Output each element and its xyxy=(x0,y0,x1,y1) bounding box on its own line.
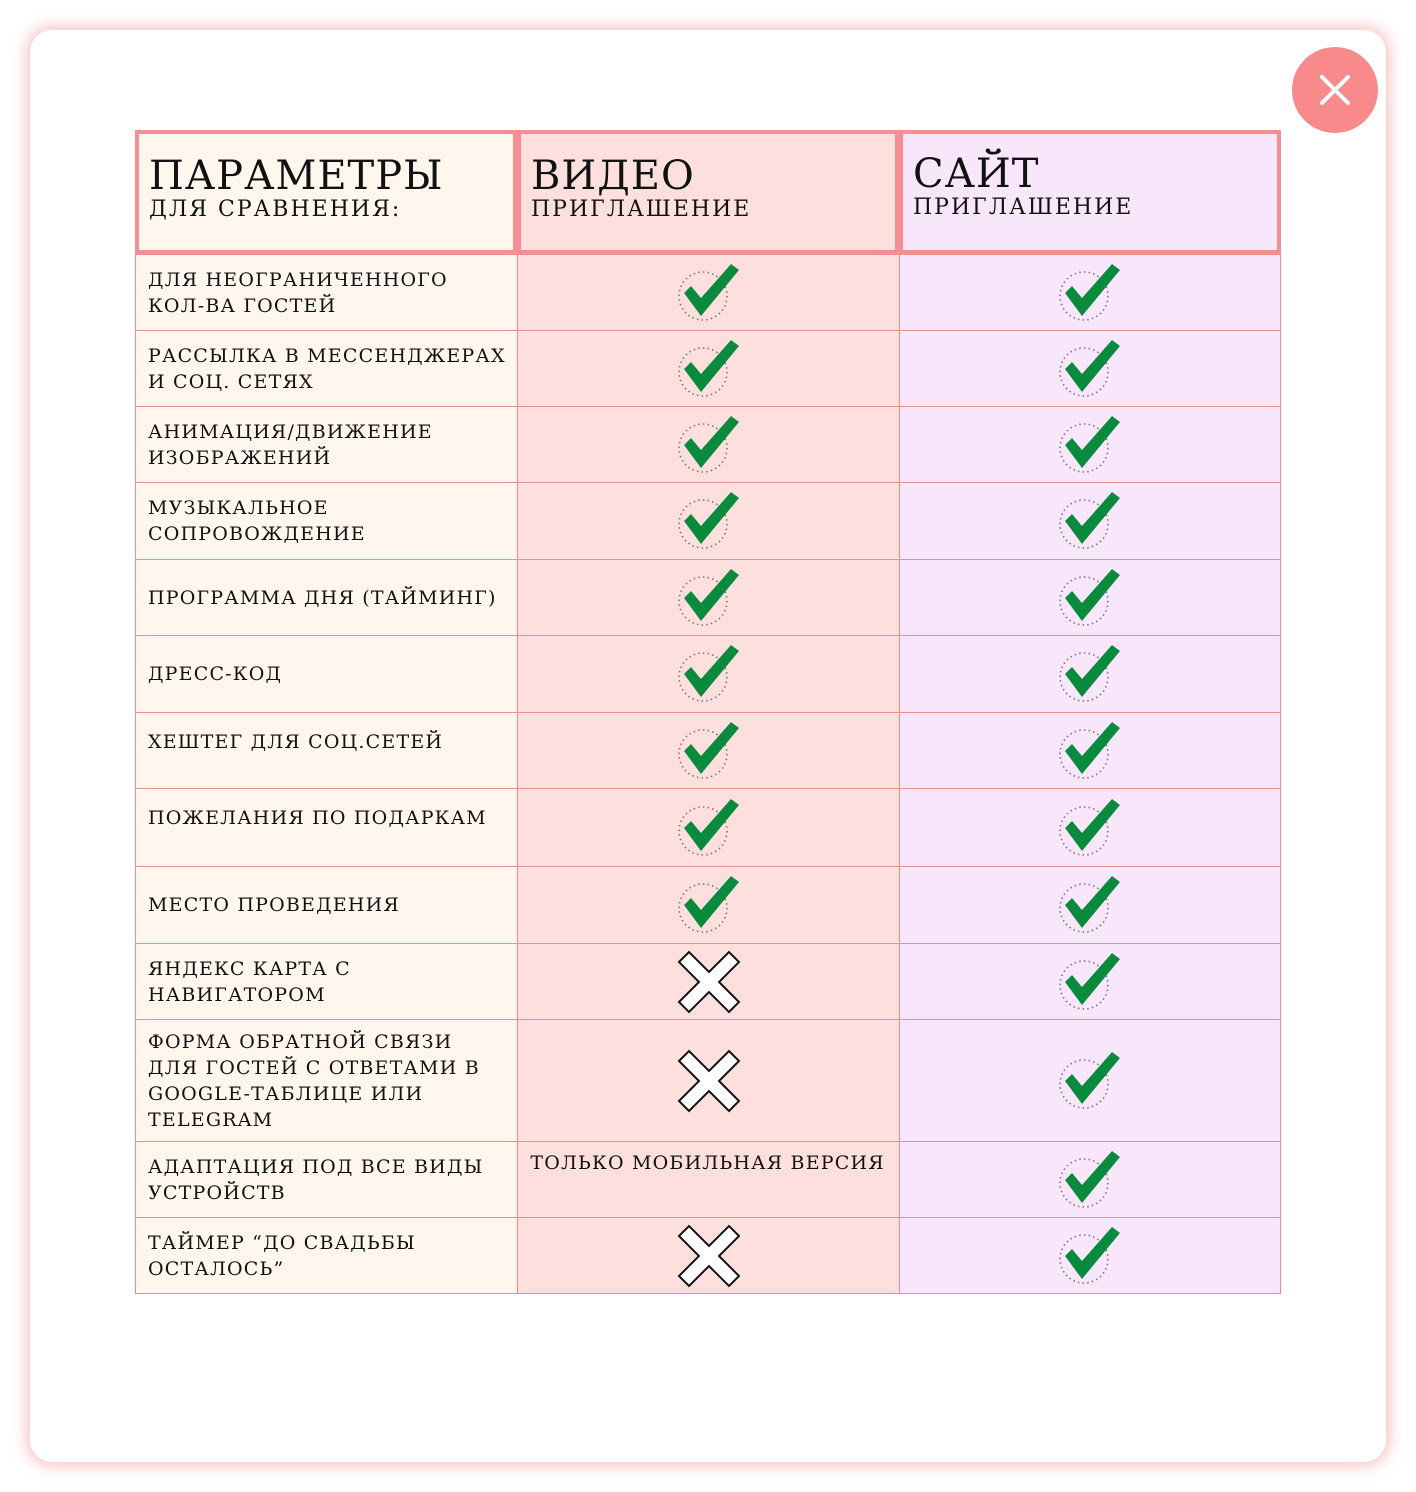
site-check-icon xyxy=(899,1142,1280,1217)
video-check-icon xyxy=(517,483,898,559)
site-check-icon xyxy=(899,867,1280,943)
param-label: ХЕШТЕГ ДЛЯ СОЦ.СЕТЕЙ xyxy=(136,713,517,788)
site-check-icon xyxy=(899,407,1280,482)
table-row xyxy=(136,331,1280,407)
table-header xyxy=(135,130,1281,254)
video-note: ТОЛЬКО МОБИЛЬНАЯ ВЕРСИЯ xyxy=(517,1142,898,1217)
param-label: ПОЖЕЛАНИЯ ПО ПОДАРКАМ xyxy=(136,789,517,866)
video-check-icon xyxy=(517,407,898,482)
header-video-title: ВИДЕО xyxy=(531,153,695,199)
param-label: АНИМАЦИЯ/ДВИЖЕНИЕ ИЗОБРАЖЕНИЙ xyxy=(136,407,517,482)
header-site-subtitle: ПРИГЛАШЕНИЕ xyxy=(913,195,1134,220)
table-row xyxy=(136,636,1280,713)
header-video xyxy=(517,130,899,254)
video-check-icon xyxy=(517,867,898,943)
param-label: РАССЫЛКА В МЕССЕНДЖЕРАХ И СОЦ. СЕТЯХ xyxy=(136,331,517,406)
site-check-icon xyxy=(899,789,1280,866)
param-label: ЯНДЕКС КАРТА С НАВИГАТОРОМ xyxy=(136,944,517,1019)
table-row xyxy=(136,867,1280,944)
video-cross-icon xyxy=(517,1218,898,1293)
video-check-icon xyxy=(517,560,898,635)
table-row xyxy=(136,483,1280,560)
header-param-title: ПАРАМЕТРЫ xyxy=(149,153,444,199)
param-label: МЕСТО ПРОВЕДЕНИЯ xyxy=(136,867,517,943)
table-row xyxy=(136,1218,1280,1294)
video-cross-icon xyxy=(517,1020,898,1141)
video-check-icon xyxy=(517,789,898,866)
video-check-icon xyxy=(517,331,898,406)
video-cross-icon xyxy=(517,944,898,1019)
param-label: МУЗЫКАЛЬНОЕ СОПРОВОЖДЕНИЕ xyxy=(136,483,517,559)
table-row xyxy=(136,713,1280,789)
header-site xyxy=(899,130,1281,254)
header-param xyxy=(135,130,517,254)
param-label: ТАЙМЕР “ДО СВАДЬБЫ ОСТАЛОСЬ” xyxy=(136,1218,517,1293)
param-label: ФОРМА ОБРАТНОЙ СВЯЗИ ДЛЯ ГОСТЕЙ С ОТВЕТАМИ В GOOGLE-ТАБЛИЦЕ ИЛИ TELEGRAM xyxy=(136,1020,517,1141)
table-body xyxy=(135,254,1281,1294)
table-row xyxy=(136,407,1280,483)
video-check-icon xyxy=(517,636,898,712)
site-check-icon xyxy=(899,560,1280,635)
site-check-icon xyxy=(899,331,1280,406)
close-button[interactable] xyxy=(1292,47,1378,133)
table-row xyxy=(136,560,1280,636)
site-check-icon xyxy=(899,944,1280,1019)
site-check-icon xyxy=(899,255,1280,330)
video-check-icon xyxy=(517,255,898,330)
header-param-subtitle: ДЛЯ СРАВНЕНИЯ: xyxy=(149,197,402,222)
site-check-icon xyxy=(899,1218,1280,1293)
table-row xyxy=(136,1020,1280,1142)
video-check-icon xyxy=(517,713,898,788)
close-icon xyxy=(1292,47,1378,133)
comparison-modal xyxy=(30,30,1386,1462)
comparison-table xyxy=(135,130,1281,1294)
param-label: ДРЕСС-КОД xyxy=(136,636,517,712)
site-check-icon xyxy=(899,483,1280,559)
table-row xyxy=(136,255,1280,331)
table-row xyxy=(136,1142,1280,1218)
header-video-subtitle: ПРИГЛАШЕНИЕ xyxy=(531,197,752,222)
param-label: ДЛЯ НЕОГРАНИЧЕННОГО КОЛ-ВА ГОСТЕЙ xyxy=(136,255,517,330)
site-check-icon xyxy=(899,636,1280,712)
site-check-icon xyxy=(899,713,1280,788)
table-row xyxy=(136,789,1280,867)
param-label: АДАПТАЦИЯ ПОД ВСЕ ВИДЫ УСТРОЙСТВ xyxy=(136,1142,517,1217)
header-site-title: САЙТ xyxy=(913,151,1040,197)
param-label: ПРОГРАММА ДНЯ (ТАЙМИНГ) xyxy=(136,560,517,635)
site-check-icon xyxy=(899,1020,1280,1141)
table-row xyxy=(136,944,1280,1020)
